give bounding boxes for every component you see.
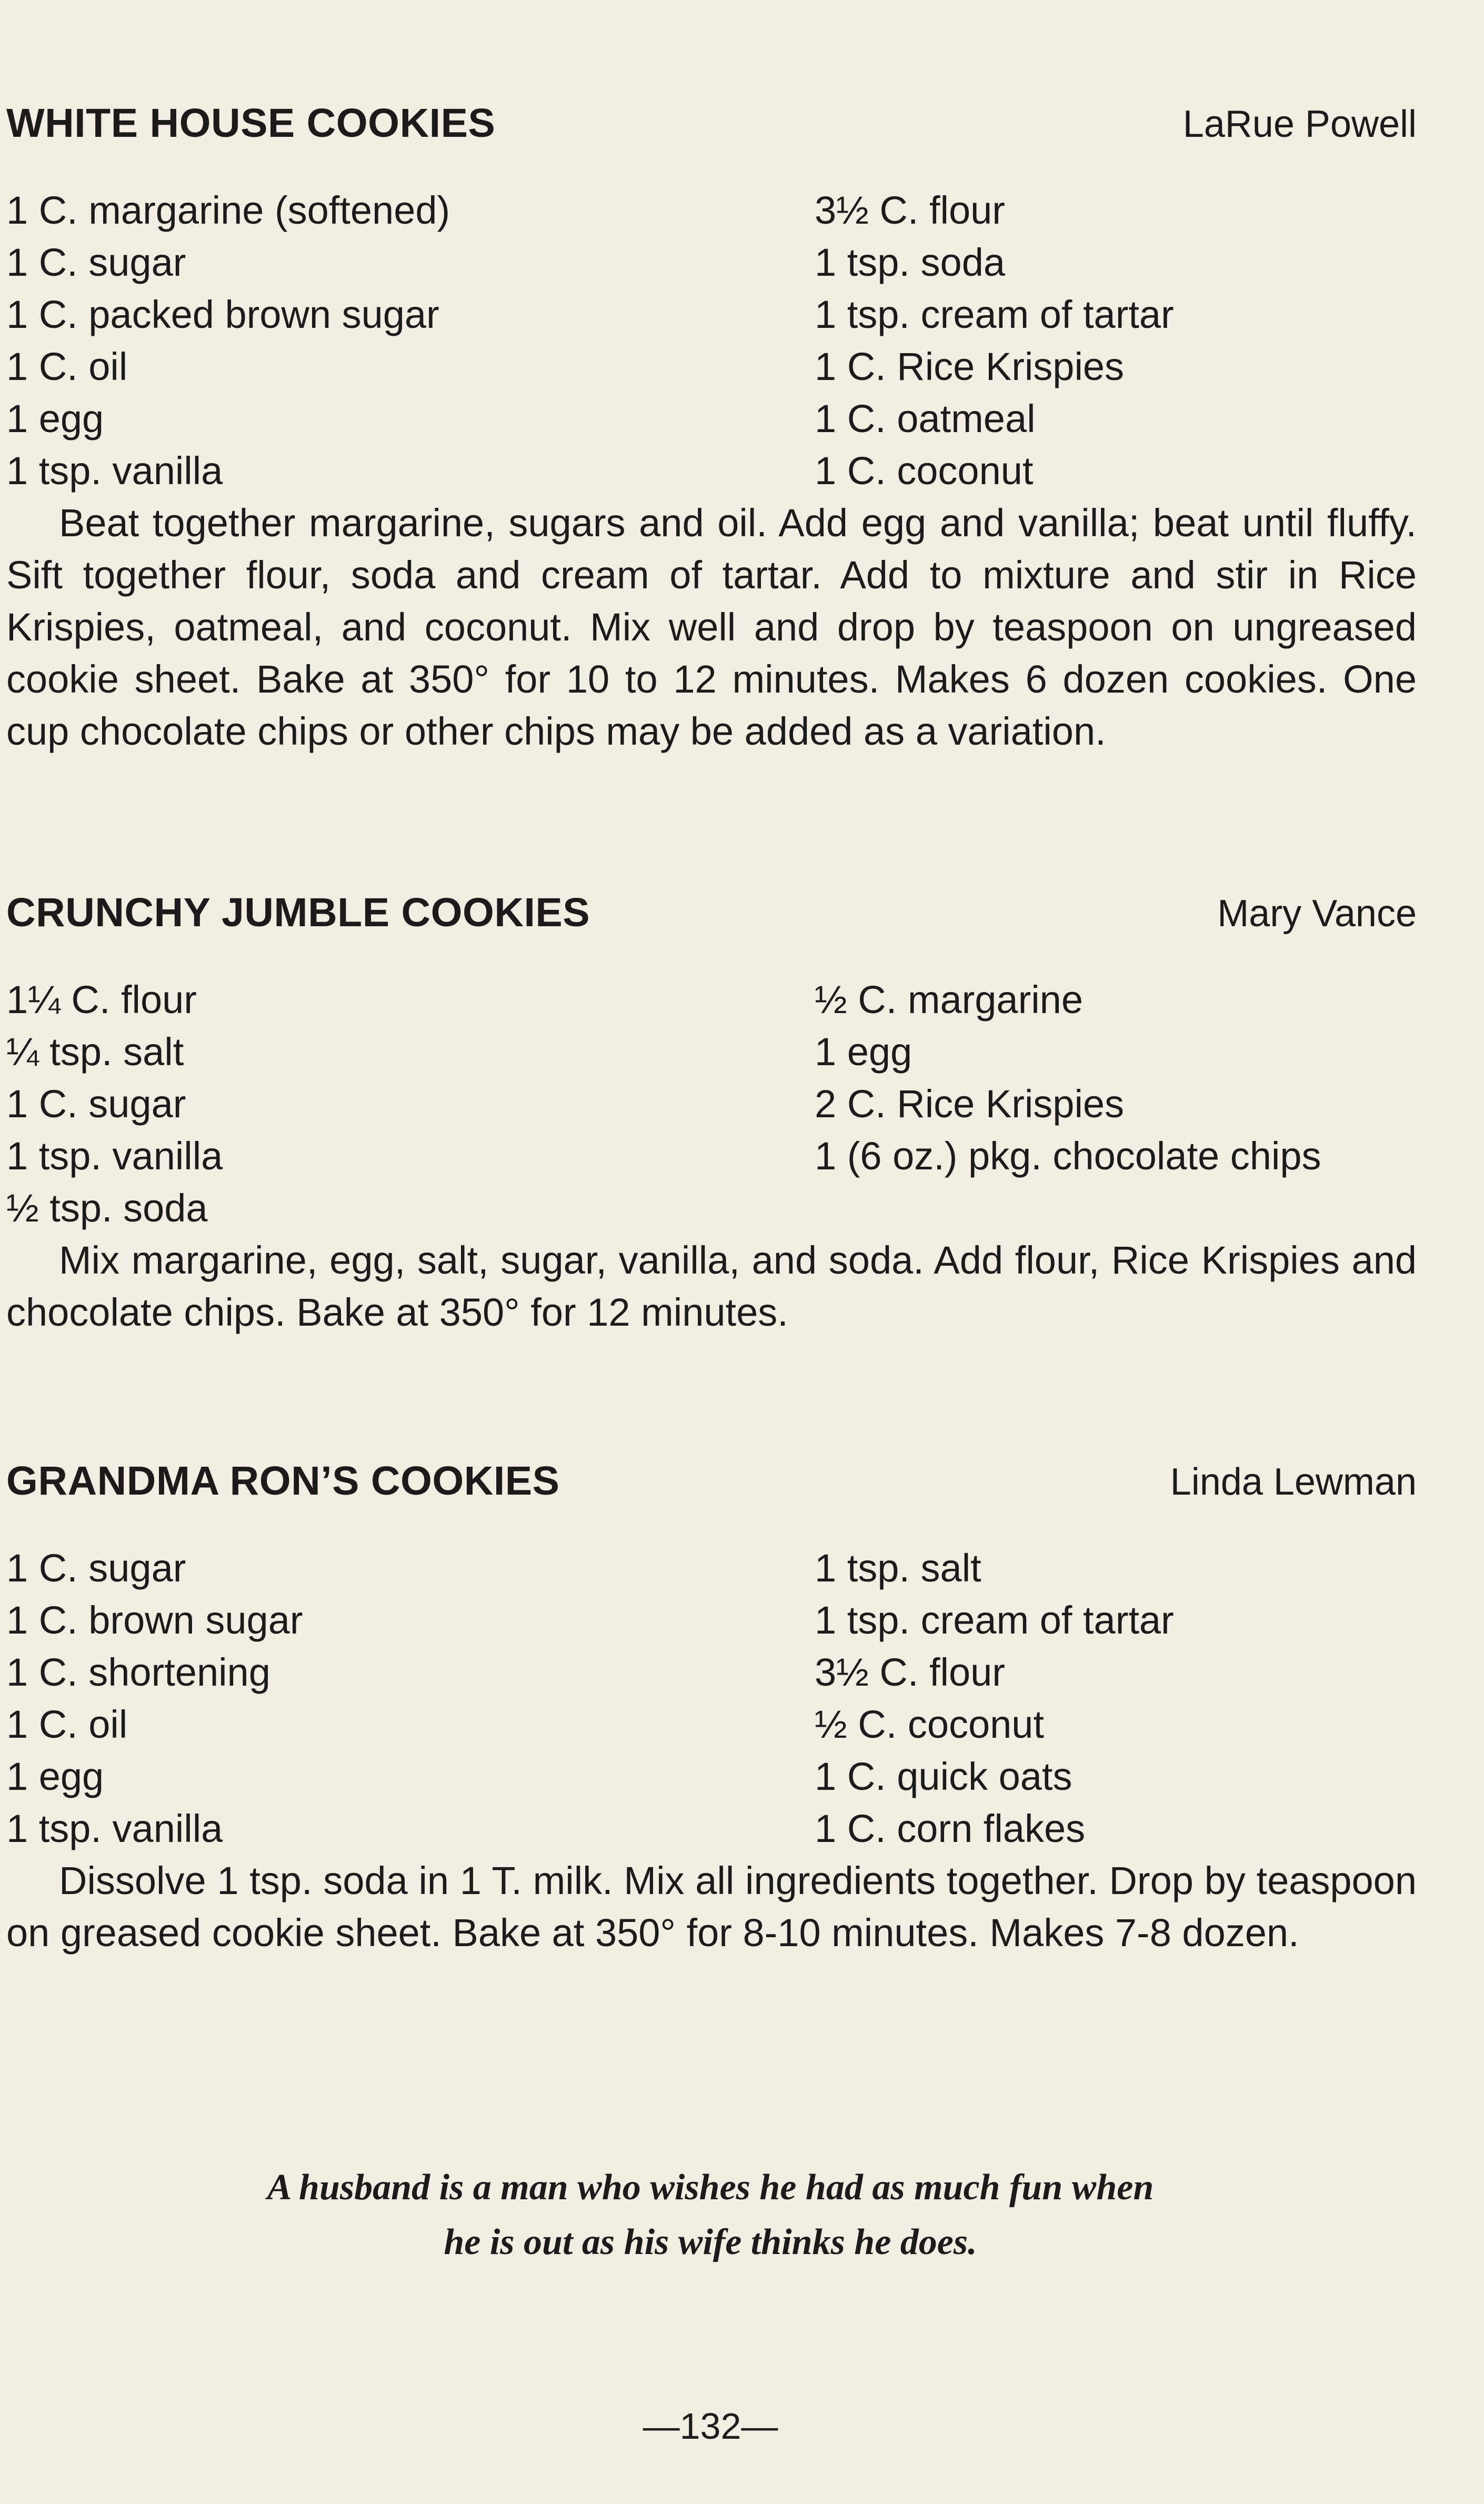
ingredient-item: 3½ C. flour [815, 188, 1005, 232]
recipe-author: Mary Vance [1217, 893, 1417, 935]
ingredient-item: 1 C. quick oats [815, 1755, 1072, 1798]
ingredient-item: 1 C. shortening [6, 1650, 270, 1694]
recipe-directions: Beat together margarine, sugars and oil. Add egg and vanilla; beat until fluffy. Sift together flour, soda and cream of tartar. Add to mixture and stir in Rice Krispies, oatmeal, and coconut. Mix well and drop by teaspoon on ungreased cookie sheet. Bake at 350° for 10 to 12 minutes. Makes 6 dozen cookies. One cup chocolate chips or other chips may be added as a variation. [6, 501, 1417, 753]
ingredient-item: 1 tsp. vanilla [6, 1134, 223, 1178]
ingredient-item: 1 C. corn flakes [815, 1807, 1086, 1850]
ingredient-item: 1 egg [815, 1030, 913, 1074]
ingredient-item: 1 C. sugar [6, 1546, 186, 1590]
recipe-title: GRANDMA RON’S COOKIES [6, 1458, 560, 1504]
page-number: —132— [643, 2406, 778, 2447]
ingredient-item: 1 C. sugar [6, 1082, 186, 1126]
quote-line: he is out as his wife thinks he does. [444, 2222, 977, 2262]
ingredient-item: 1 C. sugar [6, 241, 186, 284]
ingredient-item: 1 C. oil [6, 1702, 128, 1746]
ingredient-column-left [6, 1542, 815, 1855]
ingredient-item: ½ C. margarine [815, 978, 1083, 1021]
recipe-author: LaRue Powell [1182, 103, 1417, 145]
recipe-author: Linda Lewman [1170, 1461, 1417, 1503]
recipe-header [6, 889, 1417, 942]
ingredient-list [6, 1542, 1417, 1855]
ingredient-item: 1 tsp. vanilla [6, 449, 223, 493]
ingredient-item: ½ C. coconut [815, 1702, 1045, 1746]
ingredient-column-right [815, 1542, 1417, 1855]
ingredient-item: 1 C. packed brown sugar [6, 293, 439, 336]
ingredient-item: 1 tsp. cream of tartar [815, 293, 1174, 336]
recipe-directions: Dissolve 1 tsp. soda in 1 T. milk. Mix all ingredients together. Drop by teaspoon on greased cookie sheet. Bake at 350° for 8-10 minutes. Makes 7-8 dozen. [6, 1859, 1417, 1955]
ingredient-list [6, 184, 1417, 497]
quote-line: A husband is a man who wishes he had as much fun when [267, 2167, 1154, 2208]
ingredient-column-right [815, 184, 1417, 497]
recipe-title: CRUNCHY JUMBLE COOKIES [6, 890, 590, 935]
recipe-crunchy-jumble-cookies [6, 889, 1417, 1338]
recipe-header [6, 1458, 1417, 1510]
recipe-grandma-rons-cookies [6, 1458, 1417, 1959]
ingredient-column-left [6, 974, 815, 1234]
ingredient-item: 1 (6 oz.) pkg. chocolate chips [815, 1134, 1321, 1178]
ingredient-list [6, 974, 1417, 1234]
ingredient-item: 1 C. oil [6, 345, 128, 388]
ingredient-column-left [6, 184, 815, 497]
ingredient-item: 1 tsp. soda [815, 241, 1006, 284]
ingredient-item: 1 C. margarine (softened) [6, 188, 450, 232]
ingredient-item: 1 C. brown sugar [6, 1598, 303, 1642]
ingredient-column-right [815, 974, 1417, 1234]
ingredient-item: 3½ C. flour [815, 1650, 1005, 1694]
ingredient-item: 1 tsp. vanilla [6, 1807, 223, 1850]
recipe-title: WHITE HOUSE COOKIES [6, 101, 496, 146]
ingredient-item: ¼ tsp. salt [6, 1030, 184, 1074]
ingredient-item: 1 C. oatmeal [815, 397, 1036, 440]
ingredient-item: 1 C. Rice Krispies [815, 345, 1125, 388]
humor-quote [0, 2160, 1421, 2270]
recipe-header [6, 100, 1417, 153]
ingredient-item: 1¼ C. flour [6, 978, 197, 1021]
ingredient-item: 1 tsp. cream of tartar [815, 1598, 1174, 1642]
ingredient-item: 1 egg [6, 397, 104, 440]
ingredient-item: 1 egg [6, 1755, 104, 1798]
recipe-directions: Mix margarine, egg, salt, sugar, vanilla, and soda. Add flour, Rice Krispies and chocolate chips. Bake at 350° for 12 minutes. [6, 1238, 1417, 1334]
ingredient-item: ½ tsp. soda [6, 1186, 208, 1230]
ingredient-item: 2 C. Rice Krispies [815, 1082, 1125, 1126]
recipe-white-house-cookies [6, 100, 1417, 757]
ingredient-item: 1 tsp. salt [815, 1546, 981, 1590]
ingredient-item: 1 C. coconut [815, 449, 1034, 493]
